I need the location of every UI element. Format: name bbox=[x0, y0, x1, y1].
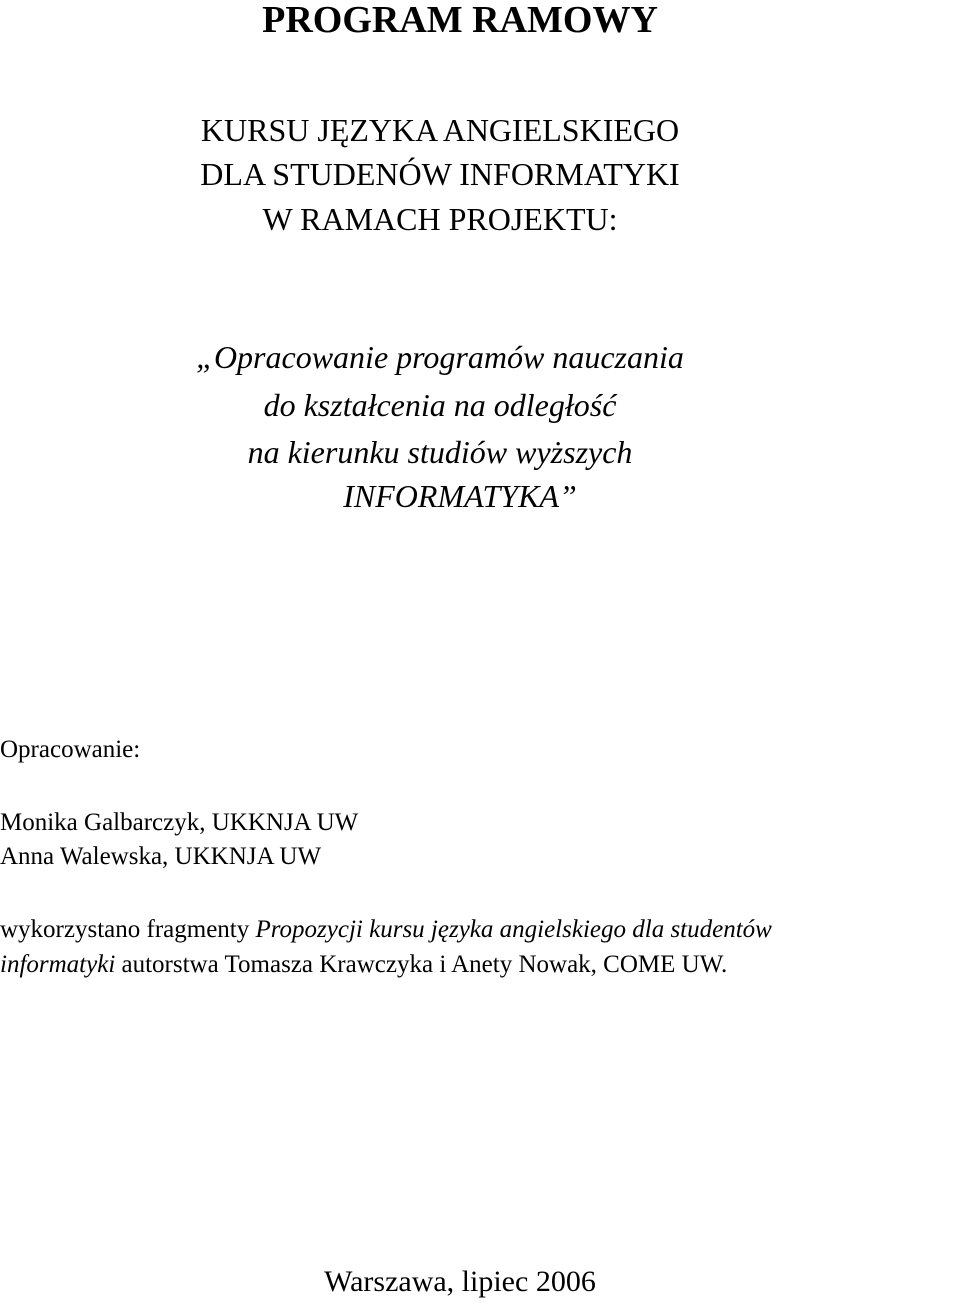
credits-line-1 bbox=[0, 915, 772, 945]
credits-source-title-part-2: informatyki bbox=[0, 951, 116, 978]
subtitle-line-1: KURSU JĘZYKA ANGIELSKIEGO bbox=[200, 112, 680, 148]
subtitle-line-2: DLA STUDENÓW INFORMATYKI bbox=[200, 156, 680, 192]
project-name-line-2: do kształcenia na odległość bbox=[263, 387, 617, 423]
author-2: Anna Walewska, UKKNJA UW bbox=[0, 843, 322, 870]
credits-suffix: autorstwa Tomasza Krawczyka i Anety Nowak, COME UW. bbox=[115, 951, 728, 978]
credits-line-2 bbox=[0, 950, 727, 980]
credits-prefix: wykorzystano fragmenty bbox=[0, 916, 256, 943]
project-name-line-4: INFORMATYKA” bbox=[343, 478, 577, 514]
place-and-date: Warszawa, lipiec 2006 bbox=[324, 1265, 596, 1298]
author-1: Monika Galbarczyk, UKKNJA UW bbox=[0, 809, 359, 836]
prepared-by-label: Opracowanie: bbox=[0, 736, 141, 763]
credits-source-title-part-1: Propozycji kursu języka angielskiego dla studentów bbox=[255, 916, 772, 943]
project-name-line-3: na kierunku studiów wyższych bbox=[247, 434, 633, 470]
subtitle-line-3: W RAMACH PROJEKTU: bbox=[262, 201, 618, 237]
project-name-line-1: „Opracowanie programów nauczania bbox=[196, 339, 684, 375]
document-title: PROGRAM RAMOWY bbox=[262, 0, 658, 41]
